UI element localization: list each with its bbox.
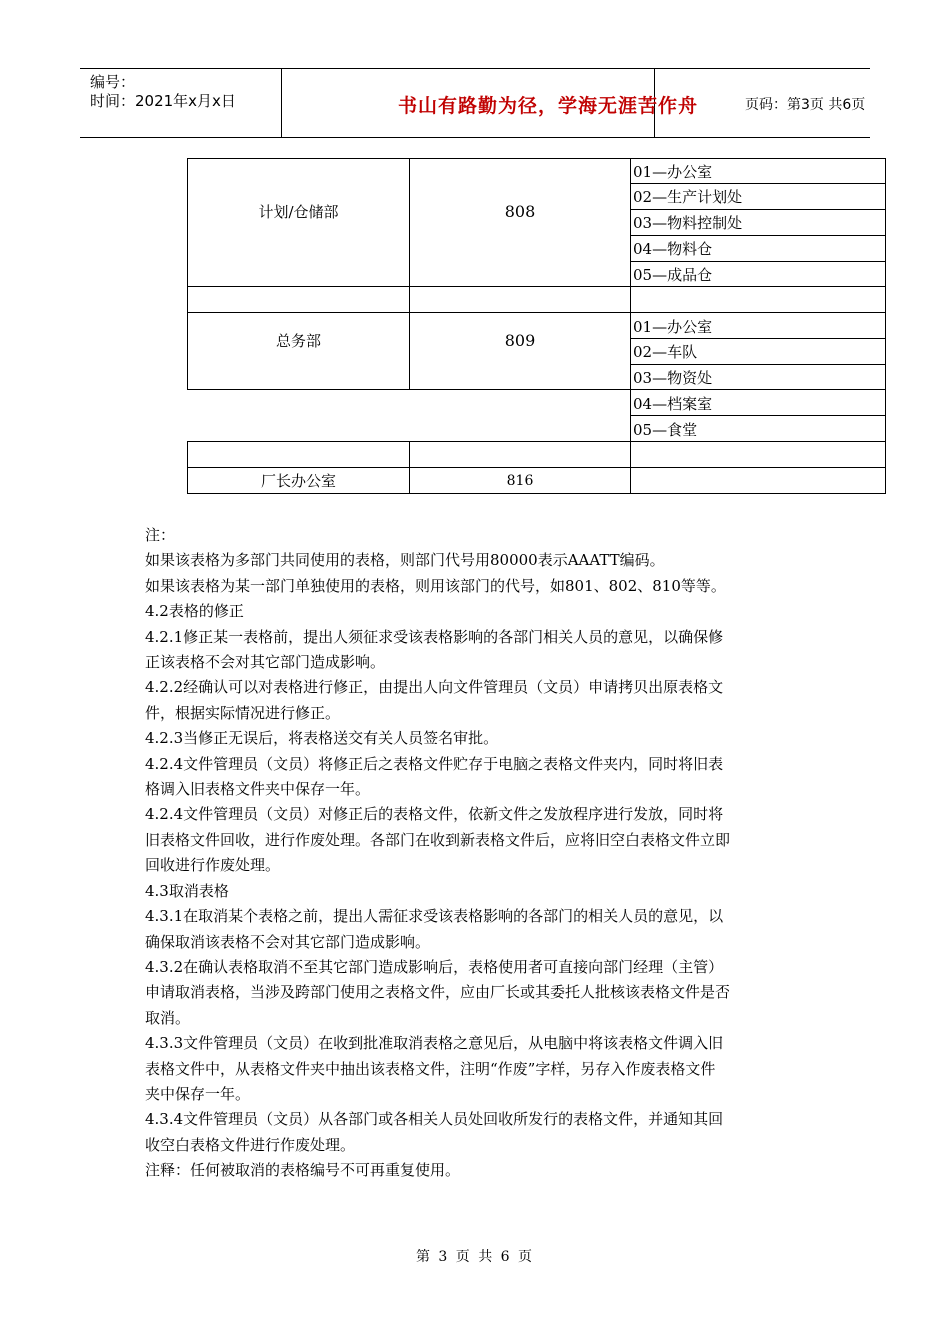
sub-dept-item: 04—档案室 bbox=[633, 395, 713, 413]
sub-dept-item: 02—生产计划处 bbox=[633, 188, 743, 206]
dept-code: 809 bbox=[504, 331, 536, 350]
body-line: 申请取消表格，当涉及跨部门使用之表格文件，应由厂长或其委托人批核该表格文件是否 bbox=[145, 983, 731, 1002]
sub-dept-item: 02—车队 bbox=[633, 343, 698, 361]
table-border bbox=[187, 493, 886, 494]
dept-code: 808 bbox=[504, 202, 536, 221]
body-line: 4.3.3文件管理员（文员）在收到批准取消表格之意见后，从电脑中将该表格文件调入旧 bbox=[145, 1034, 724, 1053]
body-line: 4.2.3当修正无误后，将表格送交有关人员签名审批。 bbox=[145, 729, 499, 748]
table-gridline bbox=[187, 441, 886, 442]
body-line: 格调入旧表格文件夹中保存一年。 bbox=[145, 780, 371, 799]
table-gridline bbox=[630, 209, 886, 210]
table-gridline bbox=[630, 261, 886, 262]
body-line: 如果该表格为某一部门单独使用的表格，则用该部门的代号，如801、802、810等等。 bbox=[145, 576, 726, 595]
page-footer: 第 3 页 共 6 页 bbox=[415, 1249, 535, 1265]
body-line: 表格文件中，从表格文件夹中抽出该表格文件，注明“作废”字样，另存入作废表格文件 bbox=[145, 1059, 716, 1078]
sub-dept-item: 01—办公室 bbox=[633, 318, 713, 336]
body-line: 如果该表格为多部门共同使用的表格，则部门代号用80000表示AAATT编码。 bbox=[145, 551, 665, 570]
body-line: 正该表格不会对其它部门造成影响。 bbox=[145, 653, 386, 672]
table-gridline bbox=[187, 467, 886, 468]
body-line: 4.2.1修正某一表格前，提出人须征求受该表格影响的各部门相关人员的意见，以确保修 bbox=[145, 627, 724, 646]
section-heading: 4.3取消表格 bbox=[145, 881, 229, 900]
sub-dept-item: 03—物资处 bbox=[633, 369, 713, 387]
body-line: 确保取消该表格不会对其它部门造成影响。 bbox=[145, 932, 431, 951]
department-code-table bbox=[0, 0, 950, 500]
closing-note: 注释：任何被取消的表格编号不可再重复使用。 bbox=[145, 1161, 461, 1180]
dept-name: 总务部 bbox=[275, 332, 321, 350]
table-gridline bbox=[630, 364, 886, 365]
table-gridline bbox=[630, 158, 631, 494]
table-gridline bbox=[187, 286, 886, 287]
body-line: 回收进行作废处理。 bbox=[145, 856, 281, 875]
document-time-label: 时间：2021年x月x日 bbox=[90, 92, 236, 110]
sub-dept-item: 03—物料控制处 bbox=[633, 214, 743, 232]
body-line: 4.2.4文件管理员（文员）将修正后之表格文件贮存于电脑之表格文件夹内，同时将旧表 bbox=[145, 754, 724, 773]
table-gridline bbox=[630, 415, 886, 416]
note-heading: 注： bbox=[145, 526, 176, 544]
body-line: 取消。 bbox=[145, 1008, 191, 1027]
table-border bbox=[187, 158, 188, 390]
header-motto: 书山有路勤为径，学海无涯苦作舟 bbox=[397, 95, 698, 117]
dept-code: 816 bbox=[506, 473, 534, 489]
table-border bbox=[885, 158, 886, 494]
body-line: 件，根据实际情况进行修正。 bbox=[145, 703, 341, 722]
body-line: 收空白表格文件进行作废处理。 bbox=[145, 1135, 356, 1154]
sub-dept-item: 01—办公室 bbox=[633, 163, 713, 181]
section-heading: 4.2表格的修正 bbox=[145, 602, 244, 621]
body-line: 4.2.2经确认可以对表格进行修正，由提出人向文件管理员（文员）申请拷贝出原表格文 bbox=[145, 678, 724, 697]
sub-dept-item: 05—食堂 bbox=[633, 421, 698, 439]
table-gridline bbox=[630, 235, 886, 236]
dept-name: 厂长办公室 bbox=[260, 472, 336, 490]
document-body bbox=[145, 523, 815, 1184]
table-border bbox=[187, 158, 886, 159]
header-page-info: 页码：第3页 共6页 bbox=[745, 97, 866, 113]
body-line: 4.3.1在取消某个表格之前，提出人需征求受该表格影响的各部门的相关人员的意见，以 bbox=[145, 907, 724, 926]
table-gridline bbox=[409, 158, 410, 390]
sub-dept-item: 04—物料仓 bbox=[633, 240, 713, 258]
body-line: 旧表格文件回收，进行作废处理。各部门在收到新表格文件后，应将旧空白表格文件立即 bbox=[145, 830, 731, 849]
document-code-label: 编号： bbox=[90, 73, 136, 91]
table-gridline bbox=[187, 312, 886, 313]
sub-dept-item: 05—成品仓 bbox=[633, 266, 713, 284]
body-line: 4.3.4文件管理员（文员）从各部门或各相关人员处回收所发行的表格文件，并通知其回 bbox=[145, 1110, 724, 1129]
body-line: 夹中保存一年。 bbox=[145, 1084, 251, 1103]
body-line: 4.2.4文件管理员（文员）对修正后的表格文件，依新文件之发放程序进行发放，同时将 bbox=[145, 805, 724, 824]
table-gridline bbox=[187, 389, 886, 390]
body-line: 4.3.2在确认表格取消不至其它部门造成影响后，表格使用者可直接向部门经理（主管） bbox=[145, 957, 724, 976]
dept-name: 计划/仓储部 bbox=[258, 203, 339, 221]
table-gridline bbox=[630, 338, 886, 339]
table-gridline bbox=[630, 183, 886, 184]
